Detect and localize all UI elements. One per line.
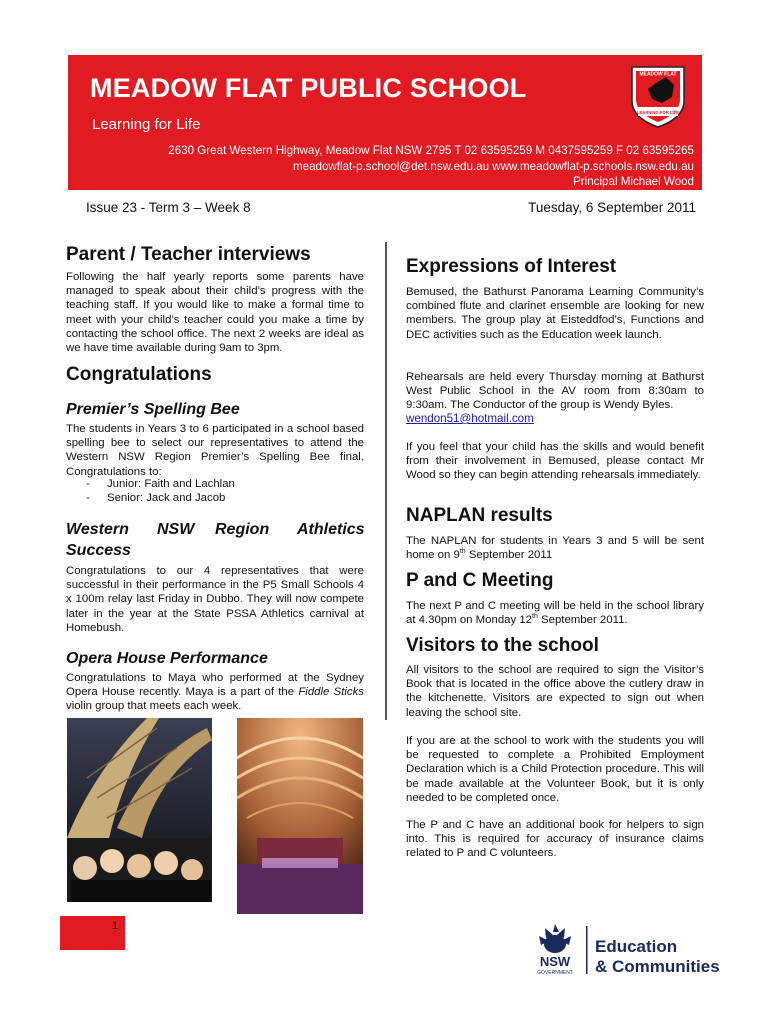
- visitors-heading: Visitors to the school: [406, 635, 599, 656]
- opera-house-interior-photo: [237, 718, 363, 914]
- list-item-text: Senior: Jack and Jacob: [106, 492, 226, 504]
- crest-motto: LEARNING FOR LIFE: [636, 110, 680, 115]
- pandc-body: [406, 599, 704, 627]
- column-divider: [385, 242, 387, 720]
- page-number: 1: [112, 920, 119, 932]
- pandc-heading: P and C Meeting: [406, 570, 554, 591]
- spelling-bee-heading: Premier’s Spelling Bee: [66, 401, 240, 418]
- school-motto: Learning for Life: [92, 116, 201, 133]
- athletics-heading-word: Athletics: [297, 521, 365, 538]
- issue-date: Tuesday, 6 September 2011: [528, 200, 696, 215]
- athletics-heading-word: NSW: [157, 521, 195, 538]
- spelling-bee-body: The students in Years 3 to 6 participated in a school based spelling bee to select our representatives to attend the Western NSW Region Premier’s Spelling Bee final. Congratulations to:: [66, 423, 364, 478]
- school-address: 2630 Great Western Highway, Meadow Flat NSW 2795 T 02 63595259 M 0437595259 F 02 63595265: [168, 144, 694, 157]
- crest-text: MEADOW FLAT: [639, 71, 677, 78]
- interviews-body: Following the half yearly reports some parents have managed to speak about their child’s progress with the teaching staff. If you would like to make a formal time to meet with your child’s teacher could you make a time by contacting the school office. The next 2 weeks are ideal as we have time available during 9am to 3pm.: [66, 271, 364, 355]
- naplan-body-end: September 2011: [465, 549, 553, 562]
- bemused-contact-body: If you feel that your child has the skills and would benefit from their involvement in Bemused, please contact Mr Wood so they can begin attending rehearsals immediately.: [406, 441, 704, 482]
- interviews-heading: Parent / Teacher interviews: [66, 244, 311, 265]
- rehearsals-body: Rehearsals are held every Thursday morning at Bathurst West Public School in the AV room from 8:30am to 9:30am. The Conductor of the group is Wendy Byles.: [406, 371, 704, 412]
- nsw-government-logo: [531, 922, 731, 982]
- dept-line1: Education: [595, 937, 678, 956]
- list-item-text: Junior: Faith and Lachlan: [106, 478, 235, 490]
- visitors-body: All visitors to the school are required to sign the Visitor’s Book that is located in the office above the cutlery draw in the kitchenette. Visitors are expected to sign out when leaving the school site.: [406, 664, 704, 719]
- helpers-body: The P and C have an additional book for helpers to sign into. This is required for accuracy of insurance claims related to P and C volunteers.: [406, 819, 704, 860]
- list-item: [86, 492, 225, 504]
- athletics-heading-word: Western: [66, 521, 129, 538]
- school-contact: meadowflat-p.school@det.nsw.edu.au www.meadowflat-p.schools.nsw.edu.au: [292, 160, 694, 173]
- athletics-heading-line2: Success: [66, 542, 131, 559]
- school-principal: Principal Michael Wood: [573, 175, 694, 188]
- expressions-heading: Expressions of Interest: [406, 256, 617, 277]
- volunteer-body: If you are at the school to work with the students you will be requested to complete a Prohibited Employment Declaration which is a Child Protection procedure. This will be made available at the Volunteer Book, but it is only needed to be completed once.: [406, 735, 704, 804]
- list-bullet: -: [86, 478, 90, 490]
- school-crest-icon: [626, 63, 690, 129]
- athletics-heading-word: Region: [215, 521, 270, 538]
- naplan-body-start: The NAPLAN for students in Years 3 and 5 will be sent home on 9: [406, 535, 704, 562]
- pandc-body-sup: th: [532, 613, 538, 621]
- list-item: [86, 478, 235, 490]
- waratah-icon: [539, 924, 571, 953]
- pandc-body-start: The next P and C meeting will be held in the school library at 4.30pm on Monday 12: [406, 600, 704, 627]
- expressions-body: Bemused, the Bathurst Panorama Learning Community’s combined flute and clarinet ensemble are looking for new members. The group play at Eisteddfod’s, Functions and DEC activities such as the Education week launch.: [406, 286, 704, 341]
- issue-label: Issue 23 - Term 3 – Week 8: [86, 200, 251, 215]
- nsw-label: NSW: [539, 954, 571, 969]
- naplan-body: [406, 534, 704, 562]
- contact-email-link[interactable]: wendon51@hotmail.com: [406, 412, 534, 425]
- opera-house-exterior-photo: [67, 718, 212, 902]
- list-bullet: -: [86, 492, 90, 504]
- pandc-body-end: September 2011.: [537, 614, 628, 627]
- opera-body-end: violin group that meets each week.: [66, 700, 242, 713]
- naplan-body-sup: th: [459, 548, 466, 556]
- school-banner: [68, 55, 702, 190]
- opera-body-italic: Fiddle Sticks: [298, 686, 364, 699]
- athletics-body: Congratulations to our 4 representatives that were successful in their performance in the P5 Small Schools 4 x 100m relay last Friday in Dubbo. They will now compete later in the year at the State PSSA Athletics carnival at Homebush.: [66, 565, 364, 634]
- opera-body: [66, 671, 364, 714]
- opera-heading: Opera House Performance: [66, 650, 268, 667]
- government-label: GOVERNMENT: [537, 970, 573, 976]
- opera-body-start: Congratulations to Maya who performed at the Sydney Opera House recently. Maya is a part of the: [66, 672, 364, 699]
- congratulations-heading: Congratulations: [66, 364, 212, 385]
- dept-line2: & Communities: [595, 957, 720, 976]
- naplan-heading: NAPLAN results: [406, 505, 553, 526]
- school-name: MEADOW FLAT PUBLIC SCHOOL: [90, 73, 527, 103]
